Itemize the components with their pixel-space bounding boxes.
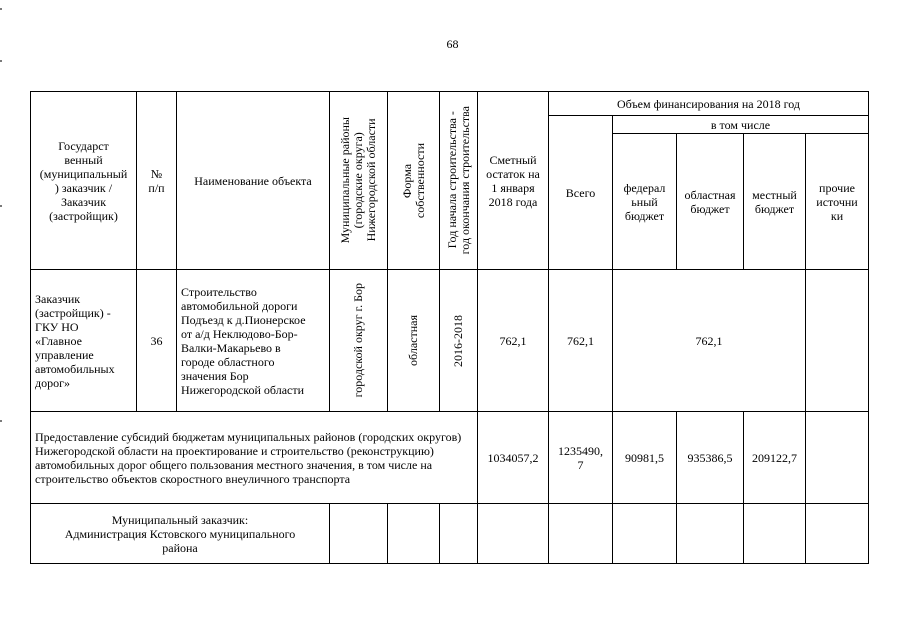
financing-table xyxy=(30,91,869,564)
cell-customer: Заказчик (застройщик) - ГКУ НО «Главное управление автомобильных дорог» xyxy=(31,270,137,412)
cell-empty xyxy=(549,504,613,564)
header-row-financing xyxy=(31,92,869,116)
header-years-cell xyxy=(440,92,478,270)
cell-remainder: 762,1 xyxy=(478,270,549,412)
cell-subsidy-remainder: 1034057,2 xyxy=(478,412,549,504)
cell-years-cell xyxy=(440,270,478,412)
header-remainder: Сметный остаток на 1 января 2018 года xyxy=(478,92,549,270)
page-number: 68 xyxy=(446,37,459,51)
cell-years: 2016-2018 xyxy=(451,314,465,367)
cell-subsidy-total: 1235490, 7 xyxy=(549,412,613,504)
cell-subsidy-description: Предоставление субсидий бюджетам муниципальных районов (городских округов) Нижегородской области на проектирование и строительство (реконструкцию) автомобильных дорог общего пользования местного значения, в том числе на строительство объектов скоростного внеуличного транспорта xyxy=(31,412,478,504)
cell-empty xyxy=(806,504,869,564)
scan-edge-mark xyxy=(0,60,2,62)
header-districts-cell xyxy=(330,92,388,270)
header-districts: Муниципальные районы (городские округа) Нижегородской области xyxy=(338,117,378,244)
cell-ownership-cell xyxy=(388,270,440,412)
scan-edge-mark xyxy=(0,205,2,207)
header-other: прочие источни ки xyxy=(806,134,869,270)
header-federal: федерал ьный бюджет xyxy=(613,134,677,270)
cell-regional: 762,1 xyxy=(613,270,806,412)
cell-total: 762,1 xyxy=(549,270,613,412)
cell-other xyxy=(806,270,869,412)
table-row-object xyxy=(31,270,869,412)
cell-municipal-customer: Муниципальный заказчик: Администрация Кстовского муниципального района xyxy=(31,504,330,564)
header-financing: Объем финансирования на 2018 год xyxy=(549,92,869,116)
cell-empty xyxy=(613,504,677,564)
cell-subsidy-other xyxy=(806,412,869,504)
cell-empty xyxy=(330,504,388,564)
cell-ownership: областная xyxy=(406,315,420,366)
cell-district: городской округ г. Бор xyxy=(351,283,365,398)
cell-subsidy-local: 209122,7 xyxy=(744,412,806,504)
scan-edge-mark xyxy=(0,420,2,422)
cell-subsidy-federal: 90981,5 xyxy=(613,412,677,504)
cell-empty xyxy=(478,504,549,564)
cell-empty xyxy=(677,504,744,564)
cell-district-cell xyxy=(330,270,388,412)
table-row-subsidy xyxy=(31,412,869,504)
header-ownership-cell xyxy=(388,92,440,270)
header-number: № п/п xyxy=(137,92,177,270)
header-regional: областная бюджет xyxy=(677,134,744,270)
scan-edge-mark xyxy=(0,8,2,10)
cell-empty xyxy=(388,504,440,564)
table-row-municipal-customer xyxy=(31,504,869,564)
header-object-name: Наименование объекта xyxy=(177,92,330,270)
header-ownership: Форма собственности xyxy=(399,142,427,219)
header-total: Всего xyxy=(549,116,613,270)
cell-number: 36 xyxy=(137,270,177,412)
cell-empty xyxy=(440,504,478,564)
header-years: Год начала строительства - год окончания строительства xyxy=(444,106,472,255)
header-customer: Государст венный (муниципальный ) заказчик / Заказчик (застройщик) xyxy=(31,92,137,270)
cell-empty xyxy=(744,504,806,564)
header-local: местный бюджет xyxy=(744,134,806,270)
header-including: в том числе xyxy=(613,116,869,134)
cell-object-name: Строительство автомобильной дороги Подъезд к д.Пионерское от а/д Неклюдово-Бор- Валки-Макарьево в городе областного значения Бор Нижегородской области xyxy=(177,270,330,412)
cell-subsidy-regional: 935386,5 xyxy=(677,412,744,504)
